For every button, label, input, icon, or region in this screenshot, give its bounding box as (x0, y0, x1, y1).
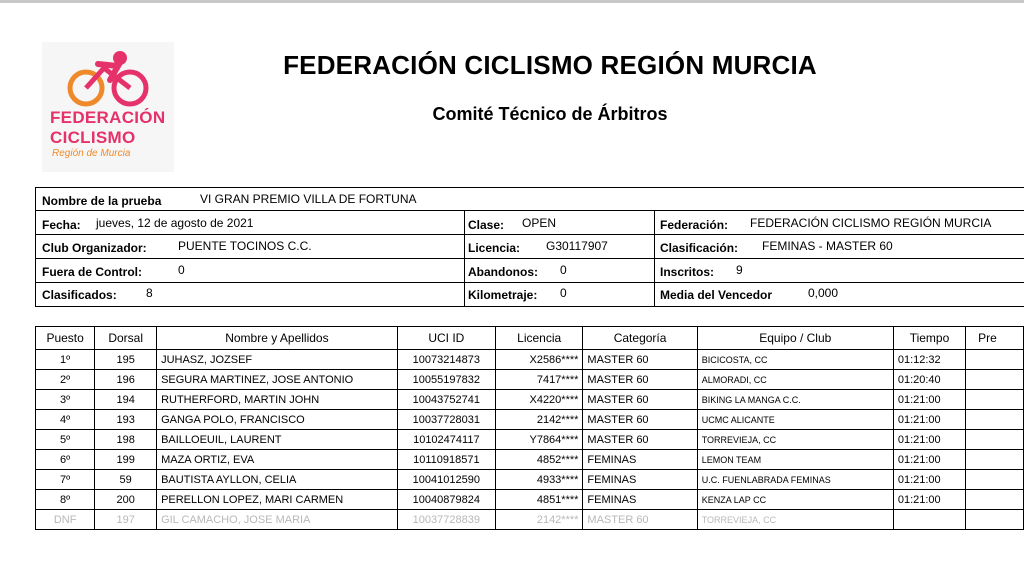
cell-licencia: 4852**** (495, 450, 583, 470)
media-vencedor-value: 0,000 (808, 286, 839, 300)
federation-logo (42, 42, 174, 172)
info-col-divider (654, 210, 655, 306)
cell-uci-id: 10041012590 (397, 470, 495, 490)
cell-puesto: 8º (36, 490, 95, 510)
cell-dorsal: 200 (95, 490, 157, 510)
logo-line-2: CICLISMO (50, 128, 136, 147)
clasificados-label: Clasificados: (42, 288, 117, 302)
cell-licencia: 4851**** (495, 490, 583, 510)
cell-licencia: 2142**** (495, 510, 583, 530)
cell-categoria: FEMINAS (583, 450, 697, 470)
cell-equipo: TORREVIEJA, CC (697, 430, 893, 450)
cell-tiempo (893, 510, 965, 530)
abandonos-value: 0 (560, 263, 567, 277)
cell-uci-id: 10040879824 (397, 490, 495, 510)
col-header-categoria: Categoría (583, 327, 697, 350)
inscritos-label: Inscritos: (660, 265, 715, 279)
cell-categoria: MASTER 60 (583, 410, 697, 430)
cell-nombre: GIL CAMACHO, JOSE MARIA (157, 510, 398, 530)
cell-premio (966, 350, 1024, 370)
info-divider (36, 234, 1024, 235)
top-border (0, 0, 1024, 3)
cell-licencia: 4933**** (495, 470, 583, 490)
logo-line-1: FEDERACIÓN (50, 108, 166, 127)
fuera-control-value: 0 (178, 263, 185, 277)
cell-equipo: U.C. FUENLABRADA FEMINAS (697, 470, 893, 490)
info-divider (36, 258, 1024, 259)
prueba-label: Nombre de la prueba (42, 194, 162, 208)
cell-licencia: Y7864**** (495, 430, 583, 450)
cell-categoria: MASTER 60 (583, 390, 697, 410)
cell-tiempo: 01:21:00 (893, 470, 965, 490)
table-row (36, 430, 1024, 450)
cyclist-icon (62, 50, 154, 108)
cell-uci-id: 10043752741 (397, 390, 495, 410)
cell-premio (966, 370, 1024, 390)
licencia-label: Licencia: (468, 241, 521, 255)
results-header-row (36, 327, 1024, 350)
cell-categoria: MASTER 60 (583, 350, 697, 370)
prueba-value: VI GRAN PREMIO VILLA DE FORTUNA (200, 192, 417, 206)
cell-equipo: BICICOSTA, CC (697, 350, 893, 370)
cell-categoria: MASTER 60 (583, 430, 697, 450)
cell-nombre: BAUTISTA AYLLON, CELIA (157, 470, 398, 490)
clase-value: OPEN (522, 216, 557, 230)
cell-licencia: X2586**** (495, 350, 583, 370)
results-table (35, 326, 1024, 530)
cell-nombre: PERELLON LOPEZ, MARI CARMEN (157, 490, 398, 510)
info-divider (36, 210, 1024, 211)
cell-tiempo: 01:21:00 (893, 390, 965, 410)
cell-nombre: JUHASZ, JOZSEF (157, 350, 398, 370)
cell-nombre: BAILLOEUIL, LAURENT (157, 430, 398, 450)
col-header-licencia: Licencia (495, 327, 583, 350)
kilometraje-label: Kilometraje: (468, 288, 538, 302)
cell-puesto: 2º (36, 370, 95, 390)
cell-puesto: 1º (36, 350, 95, 370)
inscritos-value: 9 (736, 263, 743, 277)
cell-premio (966, 450, 1024, 470)
cell-uci-id: 10102474117 (397, 430, 495, 450)
table-row (36, 390, 1024, 410)
cell-tiempo: 01:21:00 (893, 490, 965, 510)
cell-uci-id: 10037728839 (397, 510, 495, 530)
fecha-value: jueves, 12 de agosto de 2021 (96, 216, 254, 230)
cell-categoria: MASTER 60 (583, 370, 697, 390)
cell-tiempo: 01:20:40 (893, 370, 965, 390)
fecha-label: Fecha: (42, 218, 81, 232)
table-row (36, 370, 1024, 390)
cell-equipo: TORREVIEJA, CC (697, 510, 893, 530)
col-header-tiempo: Tiempo (893, 327, 965, 350)
cell-premio (966, 470, 1024, 490)
cell-puesto: 6º (36, 450, 95, 470)
cell-premio (966, 490, 1024, 510)
cell-equipo: BIKING LA MANGA C.C. (697, 390, 893, 410)
cell-puesto: 5º (36, 430, 95, 450)
table-row (36, 450, 1024, 470)
cell-licencia: X4220**** (495, 390, 583, 410)
club-organizador-value: PUENTE TOCINOS C.C. (178, 239, 312, 253)
cell-premio (966, 390, 1024, 410)
cell-equipo: KENZA LAP CC (697, 490, 893, 510)
cell-licencia: 7417**** (495, 370, 583, 390)
clasificados-value: 8 (146, 286, 153, 300)
cell-categoria: FEMINAS (583, 490, 697, 510)
cell-tiempo: 01:21:00 (893, 410, 965, 430)
federacion-label: Federación: (660, 218, 729, 232)
col-header-dorsal: Dorsal (95, 327, 157, 350)
col-header-nombre: Nombre y Apellidos (157, 327, 398, 350)
cell-nombre: RUTHERFORD, MARTIN JOHN (157, 390, 398, 410)
cell-dorsal: 196 (95, 370, 157, 390)
cell-puesto: 7º (36, 470, 95, 490)
cell-puesto: 4º (36, 410, 95, 430)
info-divider (36, 282, 1024, 283)
cell-tiempo: 01:12:32 (893, 350, 965, 370)
table-row (36, 490, 1024, 510)
col-header-premio: Pre (966, 327, 1024, 350)
cell-dorsal: 198 (95, 430, 157, 450)
federacion-value: FEDERACIÓN CICLISMO REGIÓN MURCIA (750, 216, 992, 230)
cell-categoria: MASTER 60 (583, 510, 697, 530)
abandonos-label: Abandonos: (468, 265, 538, 279)
cell-premio (966, 430, 1024, 450)
cell-categoria: FEMINAS (583, 470, 697, 490)
cell-dorsal: 197 (95, 510, 157, 530)
media-vencedor-label: Media del Vencedor (660, 288, 773, 302)
page-title: FEDERACIÓN CICLISMO REGIÓN MURCIA (283, 50, 817, 80)
licencia-value: G30117907 (546, 239, 608, 253)
cell-dorsal: 199 (95, 450, 157, 470)
cell-dorsal: 194 (95, 390, 157, 410)
clasificacion-label: Clasificación: (660, 241, 739, 255)
cell-uci-id: 10110918571 (397, 450, 495, 470)
table-row (36, 410, 1024, 430)
page-subtitle: Comité Técnico de Árbitros (432, 104, 668, 124)
table-row (36, 470, 1024, 490)
cell-puesto: DNF (36, 510, 95, 530)
kilometraje-value: 0 (560, 286, 567, 300)
info-col-divider (464, 210, 465, 306)
cell-nombre: MAZA ORTIZ, EVA (157, 450, 398, 470)
cell-uci-id: 10055197832 (397, 370, 495, 390)
cell-equipo: UCMC ALICANTE (697, 410, 893, 430)
cell-licencia: 2142**** (495, 410, 583, 430)
cell-tiempo: 01:21:00 (893, 450, 965, 470)
table-row (36, 350, 1024, 370)
cell-premio (966, 510, 1024, 530)
fuera-control-label: Fuera de Control: (42, 265, 143, 279)
table-row-dnf (36, 510, 1024, 530)
cell-dorsal: 195 (95, 350, 157, 370)
logo-line-3: Región de Murcia (52, 148, 131, 159)
club-organizador-label: Club Organizador: (42, 241, 147, 255)
clasificacion-value: FEMINAS - MASTER 60 (762, 239, 893, 253)
col-header-puesto: Puesto (36, 327, 95, 350)
col-header-equipo: Equipo / Club (697, 327, 893, 350)
col-header-uci-id: UCI ID (397, 327, 495, 350)
clase-label: Clase: (468, 218, 505, 232)
cell-equipo: LEMON TEAM (697, 450, 893, 470)
cell-nombre: SEGURA MARTINEZ, JOSE ANTONIO (157, 370, 398, 390)
cell-nombre: GANGA POLO, FRANCISCO (157, 410, 398, 430)
cell-dorsal: 193 (95, 410, 157, 430)
cell-puesto: 3º (36, 390, 95, 410)
cell-uci-id: 10073214873 (397, 350, 495, 370)
cell-dorsal: 59 (95, 470, 157, 490)
cell-tiempo: 01:21:00 (893, 430, 965, 450)
race-info-panel (35, 187, 1024, 307)
cell-premio (966, 410, 1024, 430)
cell-uci-id: 10037728031 (397, 410, 495, 430)
cell-equipo: ALMORADI, CC (697, 370, 893, 390)
